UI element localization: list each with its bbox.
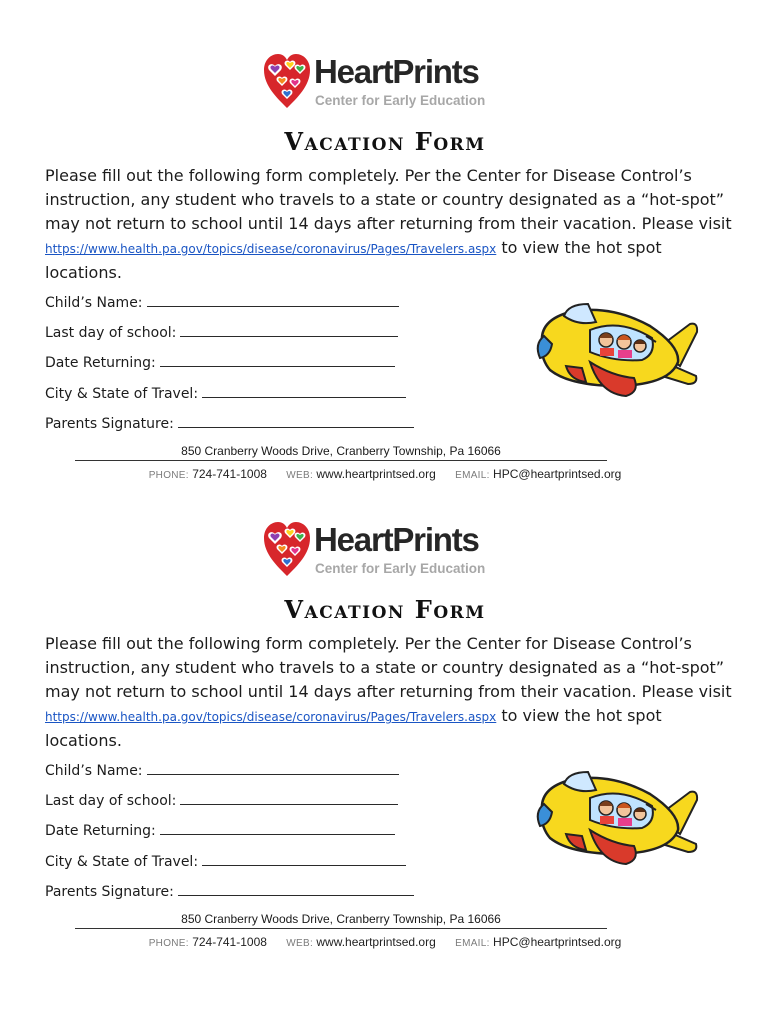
logo-tagline: Center for Early Education (315, 93, 486, 108)
vacation-form-1 (0, 48, 770, 518)
parents-signature-field (45, 414, 414, 433)
phone-label: PHONE: (148, 470, 189, 481)
airplane-illustration (530, 296, 700, 401)
last-day-label: Last day of school: (45, 793, 177, 809)
website-url[interactable]: www.heartprintsed.org (316, 935, 436, 949)
last-day-field (45, 323, 398, 342)
travel-location-label: City & State of Travel: (45, 854, 199, 870)
heart-logo-icon (263, 520, 311, 578)
last-day-input[interactable] (180, 791, 398, 805)
logo-tagline: Center for Early Education (315, 561, 486, 576)
school-address: 850 Cranberry Woods Drive, Cranberry Township, Pa 16066 (75, 443, 607, 461)
instructions-text-end: to view the hot spot locations. (45, 706, 662, 750)
contact-line (0, 467, 770, 481)
travel-location-field (45, 852, 406, 871)
form-title: Vacation Form (284, 595, 486, 624)
instructions-text: Please fill out the following form completely. Per the Center for Disease Control’s instruction, any student who travels to a state or country designated as a “hot-spot” may not return to school until 14 days after returning from their vacation. Please visit (45, 166, 732, 233)
parents-signature-label: Parents Signature: (45, 416, 174, 432)
email-address[interactable]: HPC@heartprintsed.org (493, 467, 622, 481)
parents-signature-label: Parents Signature: (45, 884, 174, 900)
travel-location-field (45, 384, 406, 403)
email-label: EMAIL: (455, 938, 490, 949)
parents-signature-input[interactable] (178, 414, 414, 428)
childs-name-field (45, 293, 399, 312)
date-returning-field (45, 353, 395, 372)
instructions-paragraph (45, 164, 735, 285)
instructions-paragraph (45, 632, 735, 753)
vacation-form-2 (0, 516, 770, 986)
travelers-link[interactable]: https://www.health.pa.gov/topics/disease/coronavirus/Pages/Travelers.aspx (45, 242, 497, 256)
childs-name-label: Child’s Name: (45, 295, 143, 311)
phone-number: 724-741-1008 (192, 467, 267, 481)
travel-location-input[interactable] (202, 852, 406, 866)
travel-location-input[interactable] (202, 384, 406, 398)
web-label: WEB: (286, 470, 314, 481)
heartprints-logo (263, 520, 513, 580)
date-returning-label: Date Returning: (45, 355, 156, 371)
date-returning-input[interactable] (160, 821, 395, 835)
instructions-text: Please fill out the following form completely. Per the Center for Disease Control’s instruction, any student who travels to a state or country designated as a “hot-spot” may not return to school until 14 days after returning from their vacation. Please visit (45, 634, 732, 701)
heart-logo-icon (263, 52, 311, 110)
email-address[interactable]: HPC@heartprintsed.org (493, 935, 622, 949)
airplane-illustration (530, 764, 700, 869)
childs-name-input[interactable] (147, 293, 399, 307)
travel-location-label: City & State of Travel: (45, 386, 199, 402)
email-label: EMAIL: (455, 470, 490, 481)
last-day-input[interactable] (180, 323, 398, 337)
instructions-text-end: to view the hot spot locations. (45, 238, 662, 282)
travelers-link[interactable]: https://www.health.pa.gov/topics/disease/coronavirus/Pages/Travelers.aspx (45, 710, 497, 724)
parents-signature-input[interactable] (178, 882, 414, 896)
web-label: WEB: (286, 938, 314, 949)
website-url[interactable]: www.heartprintsed.org (316, 467, 436, 481)
date-returning-label: Date Returning: (45, 823, 156, 839)
last-day-label: Last day of school: (45, 325, 177, 341)
phone-label: PHONE: (148, 938, 189, 949)
date-returning-field (45, 821, 395, 840)
last-day-field (45, 791, 398, 810)
date-returning-input[interactable] (160, 353, 395, 367)
childs-name-label: Child’s Name: (45, 763, 143, 779)
contact-line (0, 935, 770, 949)
form-title: Vacation Form (284, 127, 486, 156)
logo-brand-name: HeartPrints (314, 53, 479, 90)
school-address: 850 Cranberry Woods Drive, Cranberry Township, Pa 16066 (75, 911, 607, 929)
logo-brand-name: HeartPrints (314, 521, 479, 558)
parents-signature-field (45, 882, 414, 901)
phone-number: 724-741-1008 (192, 935, 267, 949)
heartprints-logo (263, 52, 513, 112)
childs-name-input[interactable] (147, 761, 399, 775)
childs-name-field (45, 761, 399, 780)
